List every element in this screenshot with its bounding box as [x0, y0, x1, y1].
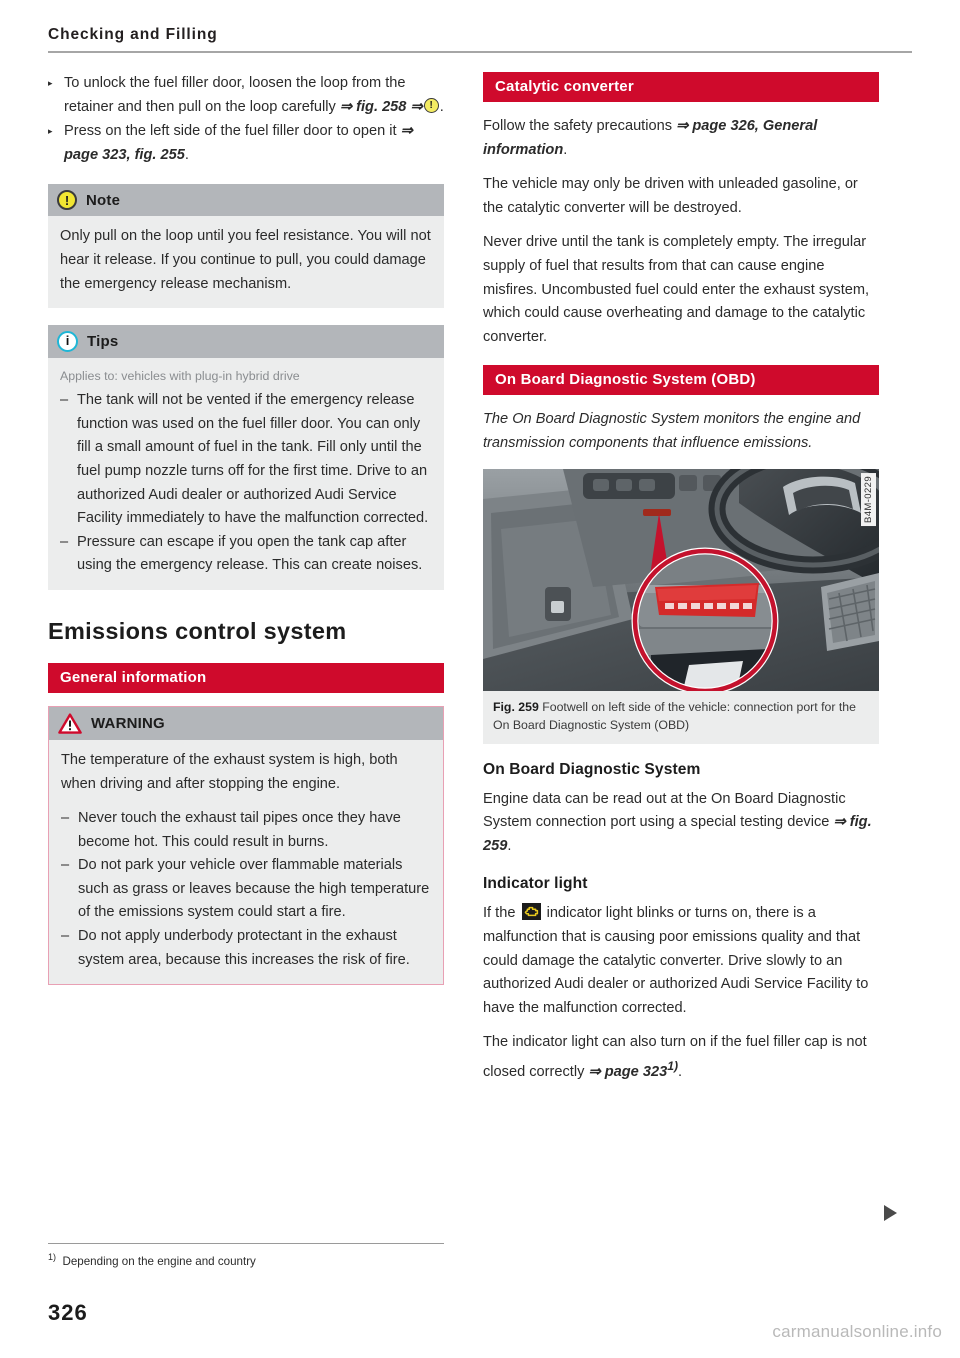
warning-box-title: WARNING: [91, 714, 165, 732]
tips-info-icon: [57, 331, 78, 352]
warning-item-text: Never touch the exhaust tail pipes once they have become hot. This could result in burns.: [78, 810, 401, 850]
tips-item-text: The tank will not be vented if the emergency release function was used on the fuel filler door. You can only fill a small amount of fuel in the tank. Fill only until the fuel pump nozzle turns off for the first time. Drive to an authorized Audi dealer or authorized Audi Service Facility immediately to have the malfunction corrected.: [77, 392, 429, 527]
warning-triangle-icon: [58, 713, 82, 734]
tips-callout-box: [48, 325, 444, 590]
cross-reference-page-326[interactable]: ⇒ page 326, General information: [483, 118, 818, 158]
note-callout-box: [48, 184, 444, 308]
catalytic-paragraph-2: The vehicle may only be driven with unleaded gasoline, or the catalytic converter will be destroyed.: [483, 176, 858, 216]
action-text-main: To unlock the fuel filler door, loosen the loop from the retainer and then pull on the loop carefully: [64, 75, 406, 115]
cross-reference-page-323[interactable]: ⇒ page 323, fig. 255: [64, 123, 413, 163]
warning-item-text: Do not apply underbody protectant in the exhaust system area, because this increases the risk of fire.: [78, 928, 410, 968]
indicator-p2-lead: The indicator light can also turn on if the fuel filler cap is not closed correctly: [483, 1034, 867, 1080]
note-box-body: Only pull on the loop until you feel resistance. You will not hear it release. If you continue to pull, you could damage the emergency release mechanism.: [48, 216, 444, 308]
obd-paragraph: [483, 788, 879, 859]
warning-intro-text: The temperature of the exhaust system is high, both when driving and after stopping the engine.: [61, 751, 398, 792]
left-column: [48, 72, 444, 985]
note-box-header: [48, 184, 444, 216]
chapter-heading: Emissions control system: [48, 617, 347, 644]
indicator-light-paragraph-1: [483, 902, 879, 1020]
tips-box-body: [48, 358, 444, 590]
running-header: [48, 26, 912, 53]
obd-intro-text: The On Board Diagnostic System monitors the engine and transmission components that influence emissions.: [483, 411, 861, 451]
continuation-arrow-icon: [884, 1205, 897, 1221]
dash-bullet-icon: –: [61, 928, 70, 945]
footnote: [48, 1249, 468, 1270]
indicator-p2-end: .: [678, 1063, 683, 1080]
action-item: [48, 72, 444, 119]
warning-box-header: [49, 707, 443, 740]
warning-list-item: [61, 854, 431, 925]
section-bar-catalytic-converter: Catalytic converter: [483, 72, 879, 102]
cross-reference-fig-259[interactable]: ⇒ fig. 259: [483, 814, 872, 854]
applies-to-label: Applies to: vehicles with plug-in hybrid drive: [60, 369, 300, 384]
indicator-p-lead: If the: [483, 905, 520, 922]
indicator-p-rest: indicator light blinks or turns on, there is a malfunction that is causing poor emissions quality and that could damage the catalytic converter. Drive slowly to an authorized Audi dealer or authorized Audi Service Facility to have the malfunction corrected.: [483, 905, 869, 1016]
catalytic-paragraph-1: [483, 115, 879, 162]
action-bullet-icon: ▸: [48, 126, 53, 137]
cross-reference-fig-258[interactable]: ⇒ fig. 258 ⇒: [339, 98, 423, 115]
running-header-title: Checking and Filling: [48, 26, 218, 43]
figure-image-footwell-obd-port: [483, 469, 879, 691]
warning-list-item: [61, 925, 431, 972]
figure-259: [483, 469, 879, 744]
action-bullet-icon: ▸: [48, 78, 53, 88]
section-bar-obd: On Board Diagnostic System (OBD): [483, 365, 879, 395]
page-number: 326: [48, 1300, 88, 1325]
note-exclamation-icon: [57, 190, 77, 210]
two-column-body: [48, 72, 912, 1202]
obd-p-lead: Engine data can be read out at the On Board Diagnostic System connection port using a special testing device: [483, 790, 846, 831]
warning-list-item: [61, 807, 431, 854]
header-divider: [48, 51, 912, 53]
cross-reference-page-323-footnote[interactable]: ⇒ page 323: [588, 1063, 668, 1080]
warning-box-body: [49, 740, 443, 984]
warning-item-text: Do not park your vehicle over flammable materials such as grass or leaves because the high temperature of the emissions system could start a fire.: [78, 857, 430, 921]
section-bar-general-information: General information: [48, 663, 444, 693]
tips-list-item: [60, 389, 432, 531]
note-exclamation-icon: [424, 98, 439, 113]
subheading-indicator-light: Indicator light: [483, 875, 588, 893]
note-box-title: Note: [86, 191, 121, 209]
action-text: [64, 72, 444, 119]
action-text-end: .: [184, 146, 189, 163]
obd-p-end: .: [507, 837, 512, 854]
figure-id-code: B4M-0229: [861, 473, 876, 526]
action-item: [48, 120, 444, 167]
footnote-marker: 1): [48, 1252, 57, 1262]
tips-box-title: Tips: [87, 333, 119, 351]
figure-caption-text: Footwell on left side of the vehicle: connection port for the On Board Diagnostic System (OBD): [493, 699, 856, 733]
catalytic-paragraph-3: Never drive until the tank is completely empty. The irregular supply of fuel that results from that can cause engine misfires. Uncombusted fuel could enter the exhaust system, which could cause overheating and damage to the catalytic converter.: [483, 234, 870, 345]
tips-box-header: [48, 325, 444, 358]
right-column: [483, 72, 879, 1095]
dash-bullet-icon: –: [61, 810, 70, 827]
action-text: [64, 120, 444, 167]
site-watermark: carmanualsonline.info: [772, 1322, 942, 1341]
warning-callout-box: [48, 706, 444, 985]
catalytic-p1-lead: Follow the safety precautions: [483, 118, 677, 134]
subheading-on-board-diagnostic-system: On Board Diagnostic System: [483, 760, 701, 778]
action-text-main: Press on the left side of the fuel filler door to open it: [64, 123, 401, 140]
indicator-light-paragraph-2: [483, 1031, 879, 1084]
dash-bullet-icon: –: [60, 533, 69, 550]
catalytic-p1-end: .: [563, 141, 568, 158]
dash-bullet-icon: –: [60, 392, 69, 409]
figure-caption-label: Fig. 259: [493, 699, 539, 714]
figure-caption: [483, 691, 879, 744]
dash-bullet-icon: –: [61, 857, 70, 874]
action-text-end: .: [439, 98, 444, 115]
tips-item-text: Pressure can escape if you open the tank cap after using the emergency release. This can create noises.: [77, 533, 423, 574]
footnote-text: Depending on the engine and country: [62, 1254, 256, 1268]
engine-malfunction-indicator-icon: [522, 903, 541, 920]
footnote-marker-ref: 1): [667, 1058, 678, 1073]
footnote-divider: [48, 1243, 444, 1244]
tips-list-item: [60, 531, 432, 578]
